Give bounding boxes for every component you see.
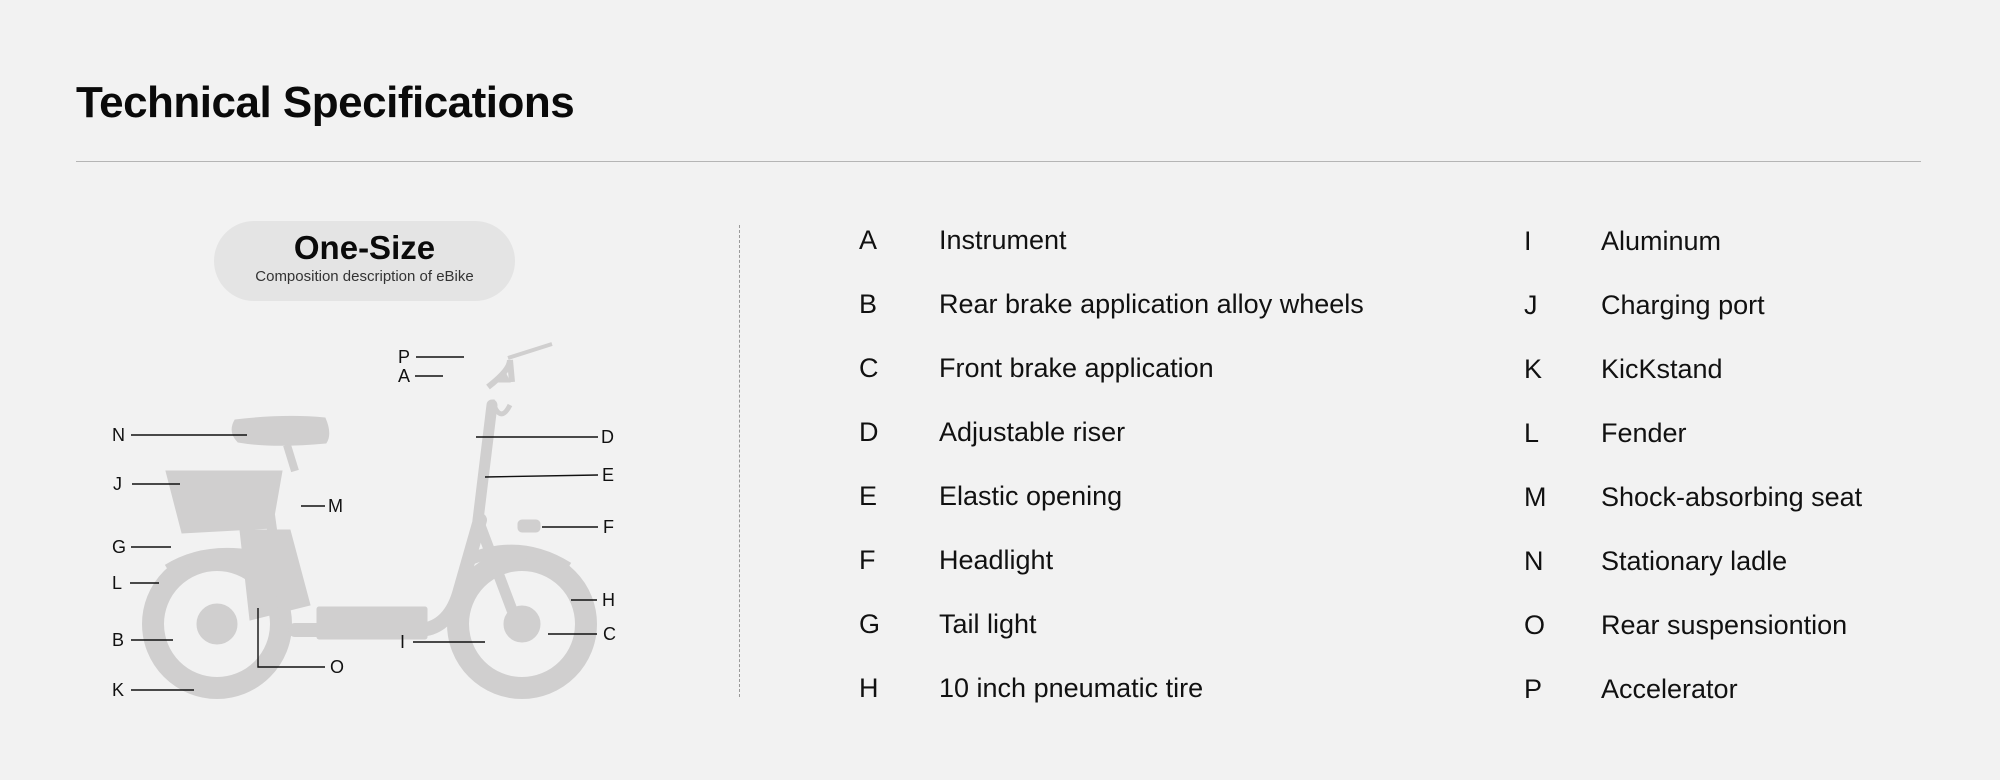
spec-label: Shock-absorbing seat (1601, 482, 1863, 512)
callout-l: L (112, 573, 123, 593)
callout-o: O (330, 657, 345, 677)
spec-letter: C (859, 353, 879, 383)
size-badge-subtitle: Composition description of eBike (255, 268, 474, 285)
callout-n: N (112, 425, 125, 445)
spec-label: Tail light (939, 609, 1037, 639)
callout-p: P (398, 347, 411, 367)
spec-label: Headlight (939, 545, 1054, 575)
spec-letter: O (1524, 610, 1546, 640)
spec-label: Fender (1601, 418, 1687, 448)
spec-letter: I (1524, 226, 1532, 256)
callout-a: A (398, 366, 411, 386)
size-badge (214, 221, 515, 301)
callout-m: M (328, 496, 343, 516)
spec-label: 10 inch pneumatic tire (939, 673, 1204, 703)
callout-f: F (603, 517, 614, 537)
spec-letter: H (859, 673, 879, 703)
spec-letter: A (859, 225, 878, 255)
spec-letter: E (859, 481, 878, 511)
spec-label: Charging port (1601, 290, 1765, 320)
spec-label: Accelerator (1601, 674, 1738, 704)
spec-letter: L (1524, 418, 1540, 448)
spec-label: Aluminum (1601, 226, 1722, 256)
spec-letter: J (1524, 290, 1538, 320)
spec-letter: D (859, 417, 879, 447)
callout-e: E (602, 465, 615, 485)
spec-letter: M (1524, 482, 1547, 512)
spec-letter: F (859, 545, 876, 575)
callout-g: G (112, 537, 127, 557)
callout-i: I (400, 632, 406, 652)
title-divider (76, 161, 1921, 162)
spec-label: Instrument (939, 225, 1067, 255)
spec-label: Rear suspensiontion (1601, 610, 1848, 640)
spec-letter: N (1524, 546, 1544, 576)
ebike-diagram (100, 330, 640, 710)
size-badge-title: One-Size (293, 229, 436, 266)
callout-k: K (112, 680, 125, 700)
spec-letter: K (1524, 354, 1543, 384)
spec-label: Front brake application (939, 353, 1214, 383)
callout-b: B (112, 630, 125, 650)
spec-label: Rear brake application alloy wheels (939, 289, 1364, 319)
spec-label: Adjustable riser (939, 417, 1126, 447)
callout-j: J (113, 474, 122, 494)
ebike-silhouette (153, 344, 586, 688)
spec-letter: B (859, 289, 878, 319)
spec-letter: G (859, 609, 881, 639)
spec-label: Elastic opening (939, 481, 1123, 511)
page-title: Technical Specifications (76, 78, 575, 127)
spec-letter: P (1524, 674, 1543, 704)
callout-d: D (601, 427, 614, 447)
column-divider (739, 225, 740, 697)
spec-label: KicKstand (1601, 354, 1723, 384)
spec-label: Stationary ladle (1601, 546, 1788, 576)
callout-h: H (602, 590, 615, 610)
callout-c: C (603, 624, 616, 644)
